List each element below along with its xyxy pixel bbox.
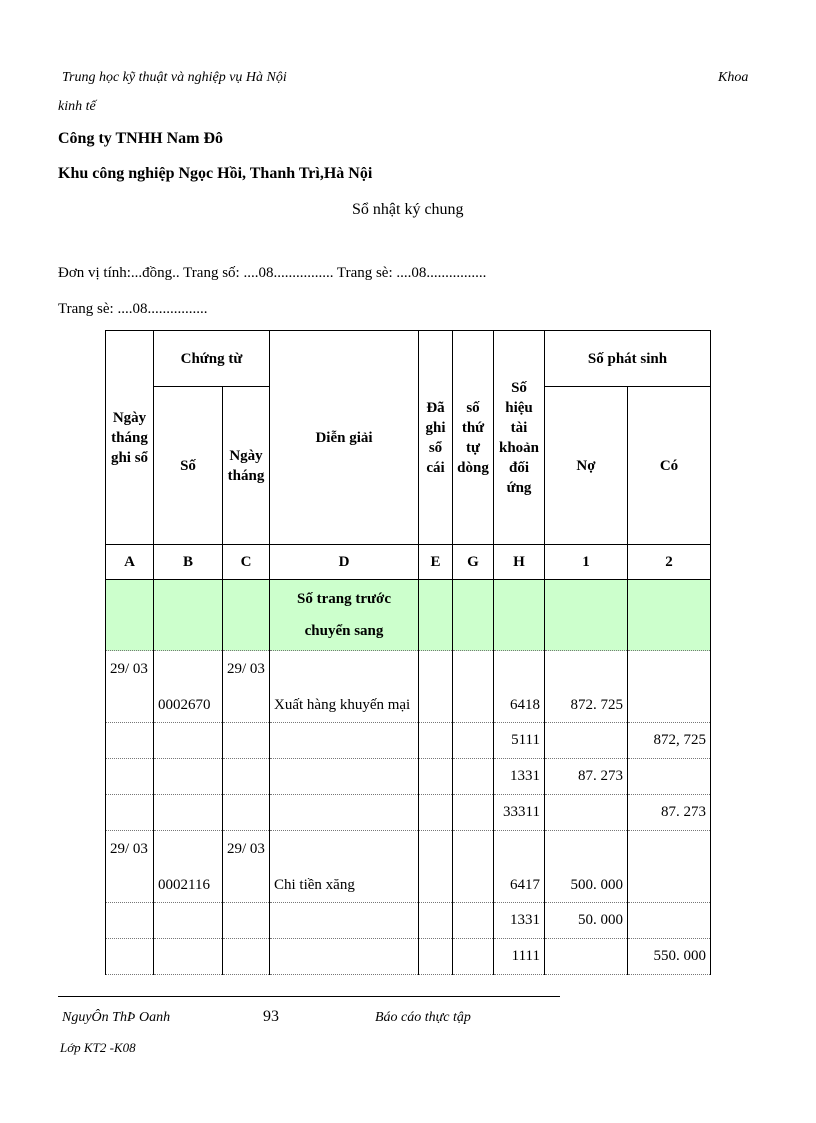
journal-table	[105, 330, 711, 975]
letter-cell: 1	[545, 545, 628, 580]
voucher-date-cell	[223, 939, 270, 975]
line-number-cell	[453, 651, 494, 723]
letter-cell: E	[419, 545, 453, 580]
page-title: Sổ nhật ký chung	[352, 201, 464, 218]
posted-cell	[419, 795, 453, 831]
debit-cell: 50. 000	[545, 903, 628, 939]
header-date: Ngày tháng ghi sổ	[106, 331, 154, 545]
account-cell: 5111	[494, 723, 545, 759]
posted-cell	[419, 723, 453, 759]
header-voucher: Chứng từ	[154, 331, 270, 387]
date-cell	[106, 759, 154, 795]
date-cell	[106, 939, 154, 975]
description-cell	[270, 723, 419, 759]
page-info-line: Trang sè: ....08................	[58, 301, 208, 317]
header-posted: Đã ghi sổ cái	[419, 331, 453, 545]
voucher-number-cell	[154, 939, 223, 975]
table-row	[106, 651, 711, 723]
header-debit: Nợ	[545, 387, 628, 545]
table-row	[106, 831, 711, 903]
unit-info-line: Đơn vị tính:...đồng.. Trang số: ....08................ Trang sè: ....08................	[58, 265, 487, 281]
date-cell: 29/ 03	[106, 651, 154, 723]
debit-cell: 500. 000	[545, 831, 628, 903]
date-cell	[106, 723, 154, 759]
line-number-cell	[453, 903, 494, 939]
table-row	[106, 903, 711, 939]
credit-cell	[628, 903, 711, 939]
posted-cell	[419, 651, 453, 723]
faculty-name: kinh tế	[58, 99, 96, 114]
account-cell: 6417	[494, 831, 545, 903]
account-cell: 1331	[494, 759, 545, 795]
date-cell: 29/ 03	[106, 831, 154, 903]
voucher-number-cell: 0002670	[154, 651, 223, 723]
voucher-date-cell: 29/ 03	[223, 651, 270, 723]
letter-cell: D	[270, 545, 419, 580]
company-name: Công ty TNHH Nam Đô	[58, 130, 224, 147]
debit-cell	[545, 939, 628, 975]
header-account: Số hiệu tài khoản đối ứng	[494, 331, 545, 545]
voucher-number-cell	[154, 903, 223, 939]
debit-cell: 87. 273	[545, 759, 628, 795]
header-description: Diễn giải	[270, 331, 419, 545]
account-cell: 1331	[494, 903, 545, 939]
faculty-label: Khoa	[718, 70, 749, 85]
voucher-date-cell: 29/ 03	[223, 831, 270, 903]
footer-divider	[58, 996, 560, 997]
voucher-date-cell	[223, 759, 270, 795]
description-cell	[270, 939, 419, 975]
header-voucher-number: Số	[154, 387, 223, 545]
header-voucher-date: Ngày tháng	[223, 387, 270, 545]
letter-cell: B	[154, 545, 223, 580]
credit-cell	[628, 759, 711, 795]
description-cell: Chi tiền xăng	[270, 831, 419, 903]
description-cell: Xuất hàng khuyến mại	[270, 651, 419, 723]
credit-cell: 87. 273	[628, 795, 711, 831]
credit-cell	[628, 651, 711, 723]
carry-forward-label: Số trang trước chuyển sang	[270, 580, 419, 651]
header-line-number: số thứ tự dòng	[453, 331, 494, 545]
debit-cell	[545, 795, 628, 831]
line-number-cell	[453, 939, 494, 975]
footer-class: Lớp KT2 -K08	[60, 1040, 136, 1055]
account-cell: 33311	[494, 795, 545, 831]
voucher-number-cell	[154, 759, 223, 795]
description-cell	[270, 903, 419, 939]
voucher-date-cell	[223, 903, 270, 939]
posted-cell	[419, 759, 453, 795]
letter-cell: H	[494, 545, 545, 580]
footer-author: NguyÔn ThÞ Oanh	[62, 1010, 171, 1025]
voucher-date-cell	[223, 795, 270, 831]
letter-cell: A	[106, 545, 154, 580]
header-credit: Có	[628, 387, 711, 545]
table-row	[106, 723, 711, 759]
line-number-cell	[453, 723, 494, 759]
posted-cell	[419, 939, 453, 975]
account-cell: 6418	[494, 651, 545, 723]
voucher-number-cell	[154, 723, 223, 759]
letter-cell: G	[453, 545, 494, 580]
footer-report-title: Báo cáo thực tập	[375, 1010, 471, 1025]
line-number-cell	[453, 831, 494, 903]
credit-cell: 872, 725	[628, 723, 711, 759]
posted-cell	[419, 903, 453, 939]
voucher-number-cell	[154, 795, 223, 831]
voucher-date-cell	[223, 723, 270, 759]
column-letter-row	[106, 545, 711, 580]
line-number-cell	[453, 759, 494, 795]
posted-cell	[419, 831, 453, 903]
description-cell	[270, 795, 419, 831]
debit-cell: 872. 725	[545, 651, 628, 723]
table-row	[106, 759, 711, 795]
letter-cell: 2	[628, 545, 711, 580]
credit-cell: 550. 000	[628, 939, 711, 975]
account-cell: 1111	[494, 939, 545, 975]
debit-cell	[545, 723, 628, 759]
carry-forward-row	[106, 580, 711, 651]
school-name: Trung học kỹ thuật và nghiệp vụ Hà Nội	[62, 70, 287, 85]
voucher-number-cell: 0002116	[154, 831, 223, 903]
description-cell	[270, 759, 419, 795]
page-number: 93	[263, 1008, 279, 1025]
date-cell	[106, 795, 154, 831]
header-amount: Số phát sinh	[545, 331, 711, 387]
company-address: Khu công nghiệp Ngọc Hồi, Thanh Trì,Hà Nội	[58, 165, 373, 182]
line-number-cell	[453, 795, 494, 831]
table-row	[106, 795, 711, 831]
letter-cell: C	[223, 545, 270, 580]
date-cell	[106, 903, 154, 939]
table-row	[106, 939, 711, 975]
credit-cell	[628, 831, 711, 903]
